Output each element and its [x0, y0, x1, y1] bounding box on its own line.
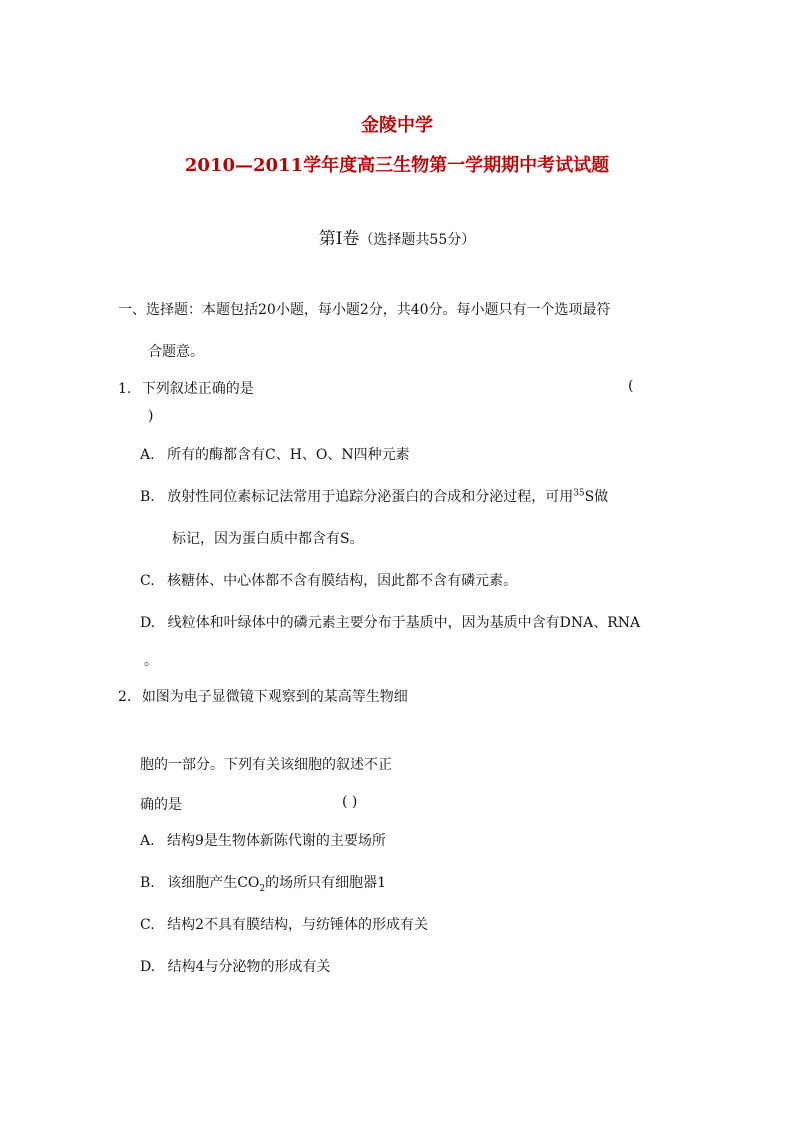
option-label: B. [140, 875, 155, 891]
option-text: 结构2不具有膜结构，与纺锤体的形成有关 [167, 917, 429, 933]
isotope-mass-number: 35 [573, 488, 585, 499]
option-label: A. [140, 833, 155, 849]
option-text: 结构4与分泌物的形成有关 [167, 959, 331, 975]
option-label: B. [140, 489, 155, 505]
question-2-stem-end: 确的是 [140, 797, 182, 813]
option-b-continuation: 标记，因为蛋白质中都含有S。 [172, 531, 364, 547]
option-d [140, 612, 640, 632]
option-text: 所有的酶都含有C、H、O、N四种元素 [167, 447, 410, 463]
option-label: D. [140, 959, 156, 975]
option-label: A. [140, 447, 155, 463]
option-text: 核糖体、中心体都不含有膜结构，因此都不含有磷元素。 [167, 573, 518, 589]
option-a [140, 444, 410, 464]
school-name: 金陵中学 [361, 115, 433, 136]
question-1 [118, 378, 254, 398]
option-a [140, 830, 386, 850]
option-b [140, 872, 386, 892]
answer-bracket: ( ) [342, 794, 358, 810]
option-text: 该细胞产生CO [167, 875, 260, 891]
question-stem: 下列叙述正确的是 [141, 381, 254, 397]
option-text: 放射性同位素标记法常用于追踪分泌蛋白的合成和分泌过程，可用 [167, 489, 574, 505]
option-c [140, 914, 428, 934]
option-d [140, 956, 331, 976]
exam-title: 2010—2011学年度高三生物第一学期期中考试试题 [184, 155, 610, 176]
answer-bracket-close: ) [148, 408, 154, 424]
option-text-end: 的场所只有细胞器1 [265, 875, 387, 891]
option-label: C. [140, 917, 155, 933]
co2-subscript: 2 [259, 883, 266, 894]
part1-instruction-cont: 合题意。 [148, 344, 204, 360]
section-title: 第Ⅰ卷 [318, 229, 360, 249]
answer-bracket-open: ( [628, 378, 634, 394]
question-number: 2. [118, 689, 132, 705]
option-text-end: S做 [584, 489, 609, 505]
option-b [140, 486, 608, 506]
option-d-continuation: 。 [144, 653, 158, 669]
question-number: 1. [118, 381, 132, 397]
option-c [140, 570, 517, 590]
part1-instruction: 一、选择题：本题包括20小题，每小题2分，共40分。每小题只有一个选项最符 [118, 302, 611, 318]
option-text: 结构9是生物体新陈代谢的主要场所 [167, 833, 386, 849]
option-text: 线粒体和叶绿体中的磷元素主要分布于基质中，因为基质中含有DNA、RNA [167, 615, 641, 631]
option-label: C. [140, 573, 155, 589]
question-stem: 如图为电子显微镜下观察到的某高等生物细 [141, 689, 408, 705]
option-label: D. [140, 615, 156, 631]
section-heading [0, 224, 794, 249]
question-2 [118, 686, 408, 706]
question-2-stem-cont: 胞的一部分。下列有关该细胞的叙述不正 [140, 757, 392, 773]
section-subtitle: （选择题共55分） [359, 232, 476, 248]
